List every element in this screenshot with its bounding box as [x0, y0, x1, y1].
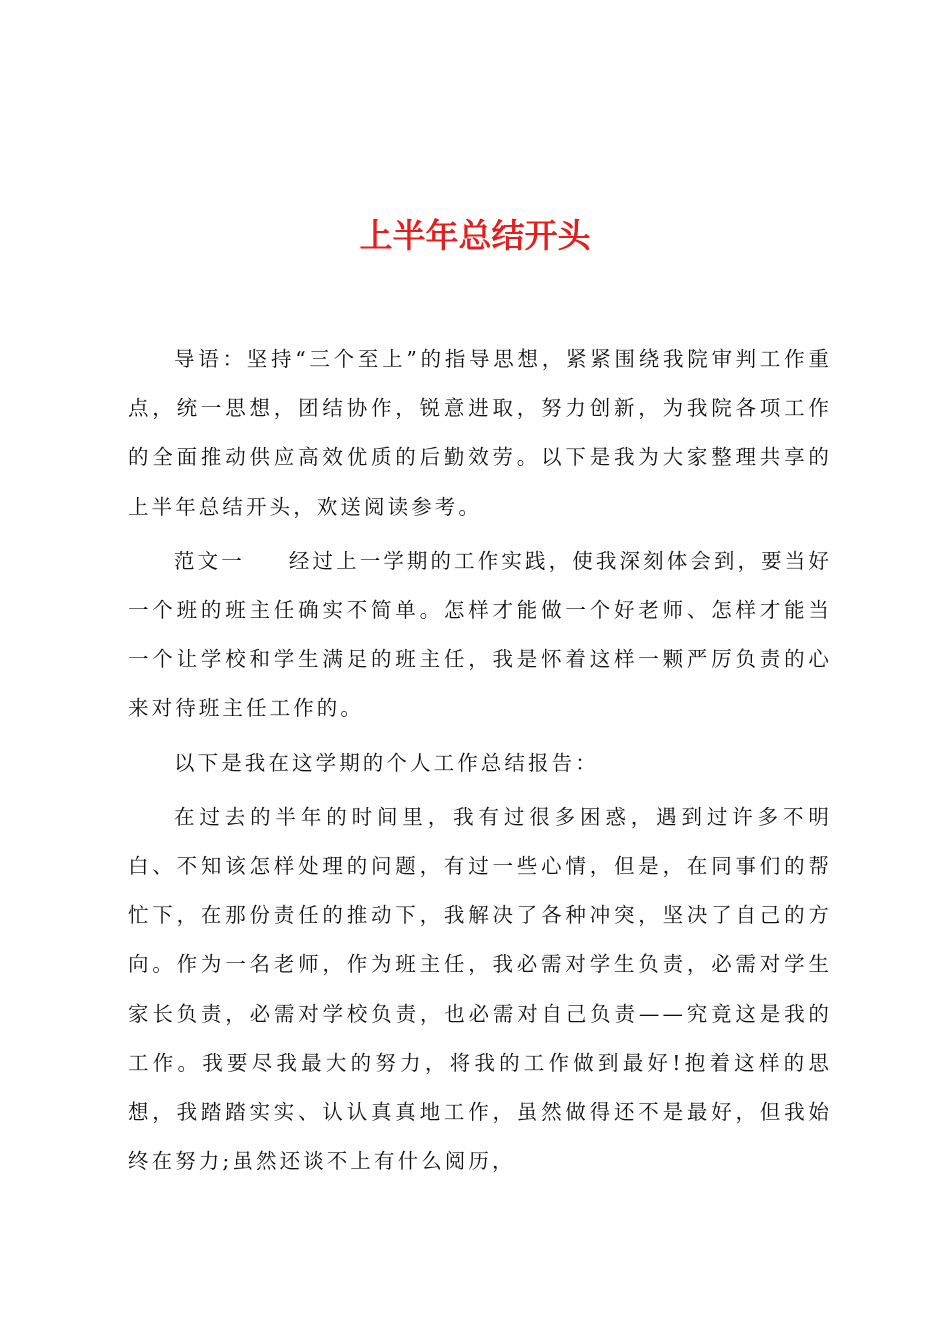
report-lead-paragraph: 以下是我在这学期的个人工作总结报告： [174, 750, 599, 775]
sample-one-paragraph [128, 537, 832, 734]
document-body [128, 335, 832, 1191]
sample-label: 范文一 [174, 548, 245, 573]
sample-one-text: 经过上一学期的工作实践，使我深刻体会到，要当好一个班的班主任确实不简单。怎样才能做一个好老师、怎样才能当一个让学校和学生满足的班主任，我是怀着这样一颗严厉负责的心来对待班主任工作的。 [128, 548, 832, 721]
body-paragraph: 在过去的半年的时间里，我有过很多困惑，遇到过许多不明白、不知该怎样处理的问题，有过一些心情，但是，在同事们的帮忙下，在那份责任的推动下，我解决了各种冲突，坚决了自己的方向。作为一名老师，作为班主任，我必需对学生负责，必需对学生家长负责，必需对学校负责，也必需对自己负责——究竟这是我的工作。我要尽我最大的努力，将我的工作做到最好!抱着这样的思想，我踏踏实实、认认真真地工作，虽然做得还不是最好，但我始终在努力;虽然还谈不上有什么阅历， [128, 804, 832, 1174]
intro-paragraph: 导语：坚持“三个至上”的指导思想，紧紧围绕我院审判工作重点，统一思想，团结协作，锐意进取，努力创新，为我院各项工作的全面推动供应高效优质的后勤效劳。以下是我为大家整理共享的上半年总结开头，欢送阅读参考。 [128, 347, 832, 519]
page-title: 上半年总结开头 [359, 216, 591, 255]
